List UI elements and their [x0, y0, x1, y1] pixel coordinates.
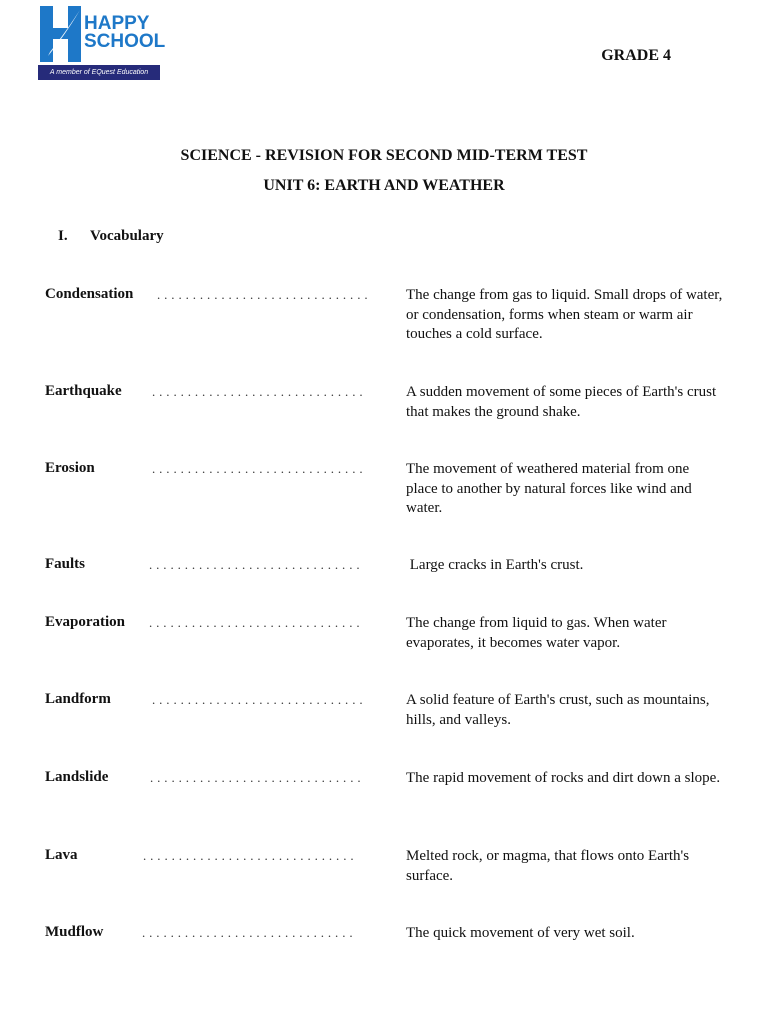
vocab-term: Faults	[45, 556, 86, 572]
school-logo	[38, 4, 166, 80]
vocab-definition: A sudden movement of some pieces of Earth's crust that makes the ground shake.	[406, 384, 717, 420]
vocab-term: Mudflow	[45, 924, 104, 940]
vocab-row-condensation	[45, 286, 735, 346]
vocab-row-evaporation	[45, 614, 735, 674]
school-logo-icon	[38, 4, 84, 64]
vocab-row-landform	[45, 691, 735, 751]
vocab-definition: The change from liquid to gas. When water evaporates, it becomes water vapor.	[406, 615, 667, 651]
vocab-term: Earthquake	[45, 383, 122, 399]
dotted-leader: ..............................	[157, 287, 372, 302]
vocab-definition: Large cracks in Earth's crust.	[406, 557, 584, 573]
vocab-term: Erosion	[45, 460, 95, 476]
vocab-row-earthquake	[45, 383, 735, 443]
dotted-leader: ..............................	[152, 692, 367, 707]
dotted-leader: ..............................	[149, 557, 364, 572]
document-title: SCIENCE - REVISION FOR SECOND MID-TERM TEST	[180, 147, 588, 164]
section-title: Vocabulary	[90, 228, 164, 244]
dotted-leader: ..............................	[150, 770, 365, 785]
logo-text-school: SCHOOL	[84, 31, 166, 52]
vocab-row-mudflow	[45, 924, 735, 984]
grade-label: GRADE 4	[601, 47, 671, 64]
vocab-term: Evaporation	[45, 614, 126, 630]
vocab-definition: The quick movement of very wet soil.	[406, 925, 635, 941]
dotted-leader: ..............................	[152, 384, 367, 399]
logo-tagline: A member of EQuest Education	[38, 65, 160, 80]
vocab-definition: The movement of weathered material from one place to another by natural forces like wind and water.	[406, 461, 692, 516]
dotted-leader: ..............................	[142, 925, 357, 940]
section-heading	[58, 228, 164, 245]
dotted-leader: ..............................	[152, 461, 367, 476]
vocab-row-faults	[45, 556, 735, 616]
vocab-term: Landform	[45, 691, 111, 707]
vocab-term: Condensation	[45, 286, 134, 302]
vocab-row-lava	[45, 847, 735, 907]
vocab-row-erosion	[45, 460, 735, 520]
logo-text-happy: HAPPY	[84, 13, 150, 34]
vocab-definition: The change from gas to liquid. Small drops of water, or condensation, forms when steam or warm air touches a cold surface.	[406, 287, 723, 342]
vocab-definition: The rapid movement of rocks and dirt down a slope.	[406, 770, 721, 786]
unit-title: UNIT 6: EARTH AND WEATHER	[263, 177, 505, 194]
vocab-row-landslide	[45, 769, 735, 829]
section-number: I.	[58, 228, 68, 244]
vocab-term: Landslide	[45, 769, 109, 785]
vocab-definition: A solid feature of Earth's crust, such as mountains, hills, and valleys.	[406, 692, 710, 728]
vocab-definition: Melted rock, or magma, that flows onto Earth's surface.	[406, 848, 690, 884]
vocab-term: Lava	[45, 847, 78, 863]
dotted-leader: ..............................	[149, 615, 364, 630]
dotted-leader: ..............................	[143, 848, 358, 863]
